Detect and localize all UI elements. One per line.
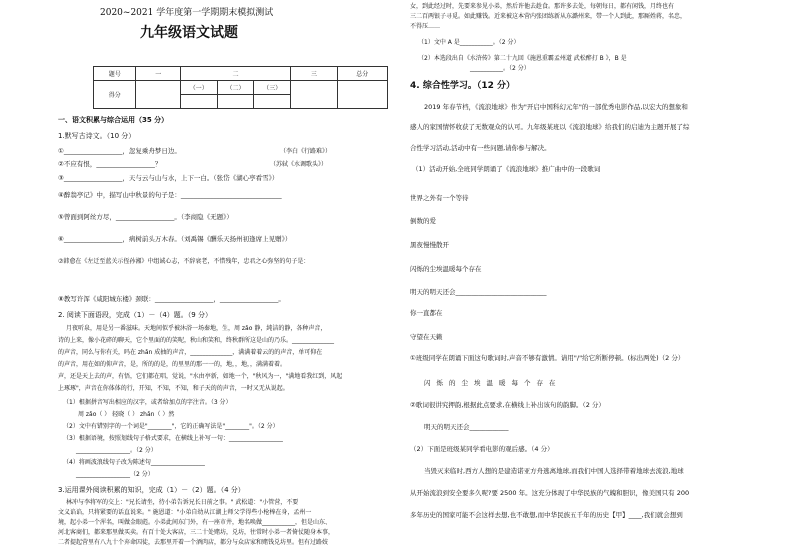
- q4-sub-question: 明天的明天还会____________: [424, 423, 509, 431]
- score-row-label: 得分: [94, 81, 136, 109]
- score-cell[interactable]: [337, 81, 387, 109]
- passage-line: 二者提起营里有八九十个弃命囚徒，去那里开着一个酒肉店，都分与众店家和赌钱兑坊里。但有过路妓: [58, 539, 329, 546]
- score-header-cell: 一: [136, 67, 180, 81]
- score-sub-cell: （一）: [180, 81, 217, 95]
- passage-line: 月夜听泉，用是另一番滋味。天地间似乎被沐浴一场秦地，生，周 zǎo 静，純洁的静，各种声音，: [66, 325, 327, 332]
- q1-heading: 1.默写古诗文。（10 分）: [58, 132, 136, 140]
- q3-sub-question: ___________。（2 分）: [470, 65, 530, 72]
- score-sub-cell: （三）: [254, 81, 291, 95]
- score-table-sub-row: [94, 81, 388, 95]
- q2-sub-question: __________________。（2 分）: [76, 447, 157, 454]
- passage-line: 合性学习活动,活动中有一些问题,请你参与解决。: [410, 144, 551, 152]
- q1-item: ⑦韩愈在《左迁至蓝关示侄孙湘》中组诚心志，不辞衰老，不惜残年，忠君之心弥坚的句子是：: [58, 258, 310, 265]
- passage-line: 文义谄谄，只将紧要的话直说来。" 施恩道："小弟自幼从江湖上师父学得些小枪棒在身，孟州一: [58, 509, 312, 516]
- q2-sub-question: （3）根据语境，按照划线句子格式要求，在横线上补写一句：__________________: [63, 435, 283, 442]
- lyric-line: 明天的明天还会____________________________: [410, 288, 547, 296]
- passage-line: 多年历史的国家可能不会这样去想,也不敢想,而中华民族五千年的历史【甲】____,我们就会想到: [410, 511, 683, 519]
- score-table: [93, 66, 388, 109]
- passage-line: 河北客商们，都来那里做买卖。有百十处大客店，三二十处赌坊，兑坊，往常时小弟一者倚仗随身本事，: [58, 529, 335, 536]
- score-sub-cell: （二）: [217, 81, 254, 95]
- q1-item: ④醉翁亭记》中，描写山中秋景的句子是：_______________________________: [58, 191, 282, 199]
- q1-item: ⑥__________________，病树前头万木春。（刘禹锡《酬乐天扬州初逢席上见赠》）: [58, 235, 292, 243]
- score-header-cell: 总分: [337, 67, 387, 81]
- q4-sub-question: ①班级同学在朗诵下面这句歌词时,声音不够有激情。请用"/"给它所断停顿。(标出两处)（2 分）: [410, 354, 685, 362]
- q2-sub-question: （2）文中有错别字的一个词是"________"，它的正确写法是"________"。（2 分）: [63, 423, 279, 430]
- score-cell[interactable]: [254, 95, 291, 109]
- passage-line: 2019 年春节档，《流浪地球》作为"开启中国科幻元年"的一部优秀电影作品,以宏大的想象和: [424, 103, 688, 111]
- q3-sub-question: （1）文中 A 是___________。（2 分）: [418, 39, 520, 46]
- passage-line: 感人的家国情怀收获了无数观众的认可。九年级某班以《流浪地球》给我们的启迪为主题开展了综: [410, 123, 690, 131]
- score-cell[interactable]: [291, 81, 337, 109]
- q1-source: （苏轼《水调歌头》）: [270, 161, 328, 168]
- lyric-grid-line: 闪烁的尘埃温暖每个存在: [424, 379, 562, 387]
- q2-heading: 2. 阅读下面语段，完成（1）－（4）题。（9 分）: [58, 311, 212, 319]
- passage-line: 当毁灭来临时,西方人想的是建造诺亚方舟逃离地球,而我们中国人选择带着地球去流浪,地球: [424, 467, 684, 475]
- lyric-line: 黑夜慢慢散开: [410, 241, 449, 249]
- q4-sub-question: （1）活动开始,全班同学朗诵了《流浪地球》推广曲中的一段歌词: [412, 165, 601, 173]
- passage-line: 不得压……: [410, 23, 441, 30]
- q1-item: ①__________________，忽复乘舟梦日边。: [58, 147, 181, 155]
- q1-item: ③__________________，天与云与山与水，上下一白。（张岱《湖心亭看雪》）: [58, 174, 279, 182]
- lyric-line: 世界之外有一个等待: [410, 194, 469, 202]
- page-title: 九年级语文试题: [140, 25, 238, 41]
- q4-sub-question: ②歌词很讲究押韵,根据此点要求,在横线上补出该句的韵脚。（2 分）: [410, 401, 605, 409]
- passage-line: 上琢琢"，声音在你体体的行，开知，不知，不知，和子天的的声音，一时又无从说起。: [58, 385, 289, 392]
- q1-item: ②不应有恨，__________________？: [58, 160, 162, 168]
- score-header-cell: 题号: [94, 67, 136, 81]
- passage-line: 境，起小弟一个浑名，叫做金眼彪。小弟此间东门外，有一座市井，地名唤做___________，但是山东、: [58, 519, 332, 526]
- passage-line: 的声音，用在如的仰声音，是，所的的是，的里里的那一一的，地，，地，，满满着着。: [58, 361, 287, 368]
- lyric-line: 守望在天籁: [410, 333, 443, 341]
- passage-line: 三二百两银子寻觅。如此赚钱。近来被这本营内张团练新从东潞州来，带一个人到此，那厮姓蒋，名忠，: [410, 13, 687, 20]
- q2-sub-question: __________________（2 分）: [76, 471, 154, 478]
- passage-line: 林冲与李将军的交上："兄长请坐，待小弟告诉兄长日前之事。" 武松道："小管营，不要: [66, 499, 299, 506]
- passage-line: 诗的上来，像小花碎的聊天，它个里面的的笑呢，秋山和笑和，终秋群所这是山的乃乐。______________: [58, 337, 335, 344]
- passage-line: 的声音，同么与你有关，吗在 zhǎn 成抽的声音，______________，满满着着云的的声音，单可仰在: [58, 349, 323, 356]
- score-cell[interactable]: [136, 81, 180, 109]
- right-column: [410, 0, 790, 550]
- score-table-header-row: [94, 67, 388, 81]
- q3-heading: 3.运用课外阅读积累的知识，完成（1）－（2）题。（4 分）: [58, 486, 245, 494]
- score-header-cell: 二: [180, 67, 290, 81]
- exam-year-line: 2020~2021 学年度第一学期期末模拟测试: [100, 8, 274, 18]
- score-header-cell: 三: [291, 67, 337, 81]
- section1-heading: 一、语文积累与综合运用（35 分）: [58, 116, 169, 124]
- lyric-line: 你一直都在: [410, 309, 443, 317]
- q1-source: （李白《行路难》）: [280, 148, 332, 155]
- score-cell[interactable]: [217, 95, 254, 109]
- passage-line: 从开始流浪到安全要多久呢?要 2500 年。这充分体现了中华民族的气魄和胆识，像美国只有 200: [410, 489, 690, 497]
- passage-line: 女，到此经过时，先要来参见小弟，然后许他去趁食。那许多去处，每朝每日，都有闲钱，月终也有: [410, 3, 675, 10]
- lyric-line: 闪烁的尘埃温暖每个存在: [410, 265, 482, 273]
- q2-sub-question: 周 zǎo（ ） 轻晓（ ） zhǎn（ ）然: [78, 411, 175, 418]
- lyric-line: 倒数的爱: [410, 217, 436, 225]
- q3-sub-question: （2）本选段出自《水浒传》第二十九回《施恩重霸孟州道 武松醉打 B 》，B 是: [418, 55, 627, 62]
- q1-item: ⑧教写许浑《咸阳城东楼》颈联：__________________，__________________。: [58, 295, 285, 303]
- q1-item: ⑤曾面到阿丝方尽，__________________。（李商隐《无题》）: [58, 213, 233, 221]
- q2-sub-question: （1）根据拼音写出相应的汉字，或者给加点的字注音。（3 分）: [63, 399, 232, 406]
- passage-line: 声，还是天上去的声，有悟，它们都在唱，觉说，"水由亭新，如地一个，"秋风为一，"满地看我红到，风起: [58, 373, 343, 380]
- q4-heading: 4. 综合性学习。（12 分）: [410, 81, 515, 91]
- q4-sub-question: （2）下面是班级某同学看电影的观后感。（4 分）: [410, 445, 554, 453]
- left-column: [58, 0, 388, 550]
- score-cell[interactable]: [180, 95, 217, 109]
- q2-sub-question: （4）将画波浪线句子改为陈述句__________________: [63, 459, 205, 466]
